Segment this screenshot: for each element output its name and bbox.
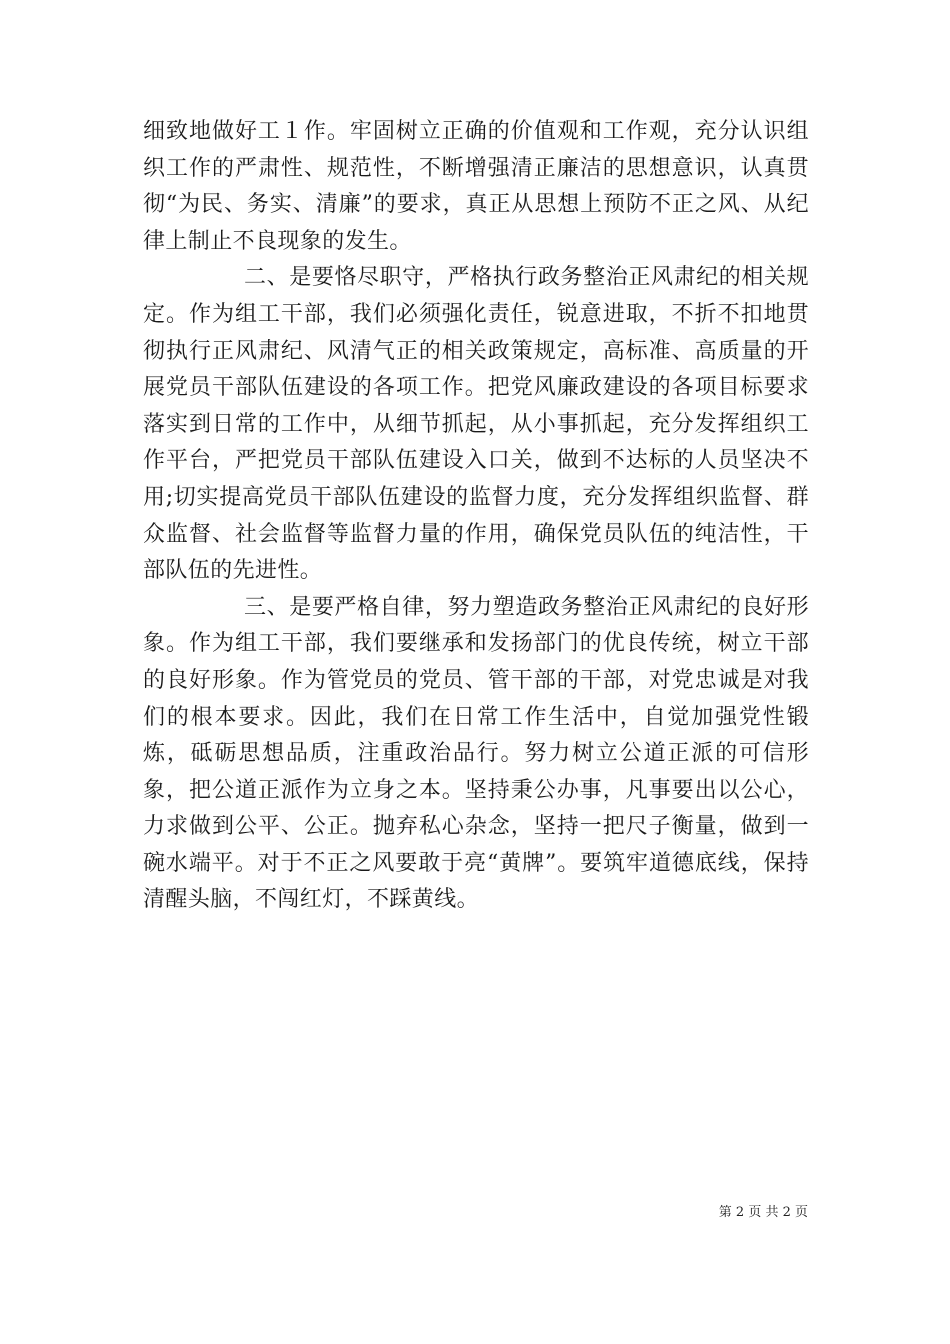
document-body — [143, 114, 809, 919]
paragraph-section-two: 二、是要恪尽职守，严格执行政务整治正风肃纪的相关规定。作为组工干部，我们必须强化责任，锐意进取，不折不扣地贯彻执行正风肃纪、风清气正的相关政策规定，高标准、高质量的开展党员干部队伍建设的各项工作。把党风廉政建设的各项目标要求落实到日常的工作中，从细节抓起，从小事抓起，充分发挥组织工作平台，严把党员干部队伍建设入口关，做到不达标的人员坚决不用;切实提高党员干部队伍建设的监督力度，充分发挥组织监督、群众监督、社会监督等监督力量的作用，确保党员队伍的纯洁性，干部队伍的先进性。 — [143, 265, 809, 584]
page-number-footer: 第 2 页 共 2 页 — [718, 1205, 808, 1220]
paragraph-section-three: 三、是要严格自律，努力塑造政务整治正风肃纪的良好形象。作为组工干部，我们要继承和发扬部门的优良传统，树立干部的良好形象。作为管党员的党员、管干部的干部，对党忠诚是对我们的根本要求。因此，我们在日常工作生活中，自觉加强党性锻炼，砥砺思想品质，注重政治品行。努力树立公道正派的可信形象，把公道正派作为立身之本。坚持秉公办事，凡事要出以公心，力求做到公平、公正。抛弃私心杂念，坚持一把尺子衡量，做到一碗水端平。对于不正之风要敢于亮“黄牌”。要筑牢道德底线，保持清醒头脑，不闯红灯，不踩黄线。 — [143, 594, 809, 913]
paragraph-continuation: 细致地做好工１作。牢固树立正确的价值观和工作观，充分认识组织工作的严肃性、规范性，不断增强清正廉洁的思想意识，认真贯彻“为民、务实、清廉”的要求，真正从思想上预防不正之风、从纪律上制止不良现象的发生。 — [143, 119, 809, 254]
